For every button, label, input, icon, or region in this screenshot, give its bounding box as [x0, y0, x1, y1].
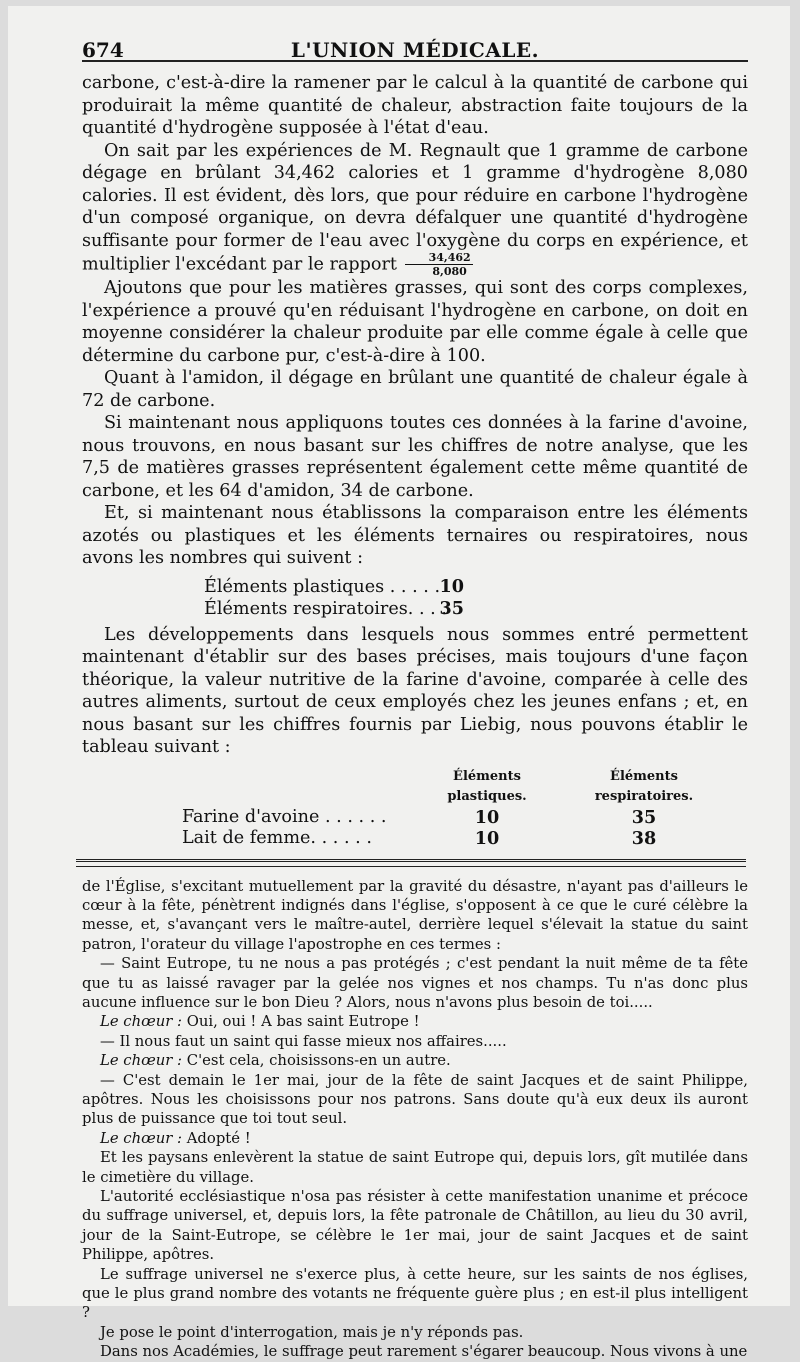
speaker-label: Le chœur : [100, 1052, 183, 1070]
dialogue-text: C'est cela, choisissons-en un autre. [186, 1052, 451, 1070]
table-header-empty [82, 767, 412, 807]
paragraph: Dans nos Académies, le suffrage peut rarement s'égarer beaucoup. Nous vivons à une [100, 1343, 748, 1361]
list-item-label: Éléments respiratoires. . . . [204, 598, 447, 619]
table-header-plastic: Éléments plastiques. [447, 768, 527, 804]
paragraph: L'autorité ecclésiastique n'osa pas résister à cette manifestation unanime et précoce du suffrage universel, et, depuis lors, la fête patronale de Châtillon, au lieu du 30 avril, jour de la Saint-Eutrope, se célèbre le 1er mai, jour de saint Jacques et de saint Philippe, apôtres. [82, 1188, 748, 1264]
list-item [82, 598, 748, 620]
table-cell: 10 [474, 827, 500, 849]
paragraph: Ajoutons que pour les matières grasses, qui sont des corps complexes, l'expérience a prouvé qu'en réduisant l'hydrogène en carbone, on doit en moyenne considérer la chaleur produite par elle comme égale à celle que détermine du carbone pur, c'est-à-dire à 100. [82, 278, 748, 366]
paragraph: Quant à l'amidon, il dégage en brûlant une quantité de chaleur égale à 72 de carbone. [82, 368, 748, 411]
table-cell: 10 [474, 806, 500, 828]
table-cell-label: Lait de femme. . . . . . [182, 827, 372, 848]
ratio-numerator: 34,462 [405, 252, 473, 265]
paragraph: Je pose le point d'interrogation, mais je n'y réponds pas. [100, 1323, 524, 1341]
paragraph [82, 140, 748, 278]
paragraph: carbone, c'est-à-dire la ramener par le calcul à la quantité de carbone qui produirait la même quantité de chaleur, abstraction faite toujours de la quantité d'hydrogène supposée à l'état d'eau. [82, 73, 748, 138]
paragraph: — Il nous faut un saint qui fasse mieux nos affaires..... [100, 1032, 507, 1050]
table-cell-label: Farine d'avoine . . . . . . [182, 806, 387, 827]
page [8, 6, 790, 1361]
table-cell: 38 [631, 827, 657, 849]
page-header [82, 6, 748, 62]
journal-title: L'UNION MÉDICALE. [290, 38, 540, 62]
paragraph: — Saint Eutrope, tu ne nous a pas protégés ; c'est pendant la nuit même de ta fête que tu as laissé ravager par la gelée nos vignes et nos champs. Tu n'as donc plus aucune influence sur le bon Dieu ? Alors, nous n'avons plus besoin de toi..... [82, 955, 748, 1011]
speaker-label: Le chœur : [100, 1129, 183, 1147]
paragraph: Et, si maintenant nous établissons la comparaison entre les éléments azotés ou plastiques et les éléments ternaires ou respiratoires, nous avons les nombres qui suivent : [82, 503, 748, 568]
table-cell: 35 [631, 806, 657, 828]
article-body [82, 72, 748, 849]
paragraph: — C'est demain le 1er mai, jour de la fête de saint Jacques et de saint Philippe, apôtres. Nous les choisissons pour nos patrons. Sans doute qu'à eux deux ils auront plus de puissance que toi tout seul. [82, 1071, 748, 1128]
elements-list [82, 576, 748, 620]
list-item-label: Éléments plastiques . . . . . [204, 576, 441, 597]
list-item-value: 10 [439, 575, 464, 597]
paragraph: Si maintenant nous appliquons toutes ces données à la farine d'avoine, nous trouvons, en nous basant sur les chiffres de notre analyse, que les 7,5 de matières grasses représentent également cette même quantité de carbone, et les 64 d'amidon, 34 de carbone. [82, 413, 748, 501]
comparison-table [82, 767, 748, 849]
feuilleton-body [82, 877, 748, 1362]
table-row [82, 807, 748, 828]
page-number: 674 [82, 38, 124, 62]
paragraph: Le suffrage universel ne s'exerce plus, à cette heure, sur les saints de nos églises, que le plus grand nombre des votants ne fréquente guère plus ; en est-il plus intelligent ? [82, 1265, 748, 1322]
feuilleton-divider [76, 859, 746, 867]
paragraph: Et les paysans enlevèrent la statue de saint Eutrope qui, depuis lors, gît mutilée dans le cimetière du village. [82, 1149, 748, 1186]
table-header [82, 767, 748, 807]
paragraph: de l'Église, s'excitant mutuellement par la gravité du désastre, n'ayant pas d'ailleurs le cœur à la fête, pénètrent indignés dans l'église, s'opposent à ce que le curé célèbre la messe, et, s'avançant vers le maître-autel, derrière lequel s'élevait la statue du saint patron, l'orateur du village l'apostrophe en ces termes : [82, 877, 748, 953]
paragraph [82, 1051, 748, 1070]
list-item [82, 576, 748, 598]
paragraph [82, 1129, 748, 1148]
dialogue-text: Adopté ! [186, 1129, 251, 1147]
paragraph [82, 1012, 748, 1031]
table-header-respiratory: Éléments respiratoires. [594, 768, 694, 804]
ratio-fraction [405, 252, 473, 277]
paragraph-text: On sait par les expériences de M. Regnault que 1 gramme de carbone dégage en brûlant 34,462 calories et 1 gramme d'hydrogène 8,080 calories. Il est évident, dès lors, que pour réduire en carbone l'hydrogène d'un composé organique, on devra défalquer une quantité d'hydrogène suffisante pour former de l'eau avec l'oxygène du corps en expérience, et multiplier l'excédant par le rapport [82, 140, 748, 275]
list-item-value: 35 [439, 597, 464, 619]
paragraph: Les développements dans lesquels nous sommes entré permettent maintenant d'établir sur des bases précises, mais toujours d'une façon théorique, la valeur nutritive de la farine d'avoine, comparée à celle des autres aliments, surtout de ceux employés chez les jeunes enfans ; et, en nous basant sur les chiffres fournis par Liebig, nous pouvons établir le tableau suivant : [82, 624, 748, 757]
table-row [82, 828, 748, 849]
dialogue-text: Oui, oui ! A bas saint Eutrope ! [186, 1013, 420, 1031]
ratio-denominator: 8,080 [432, 265, 467, 278]
speaker-label: Le chœur : [100, 1013, 183, 1031]
